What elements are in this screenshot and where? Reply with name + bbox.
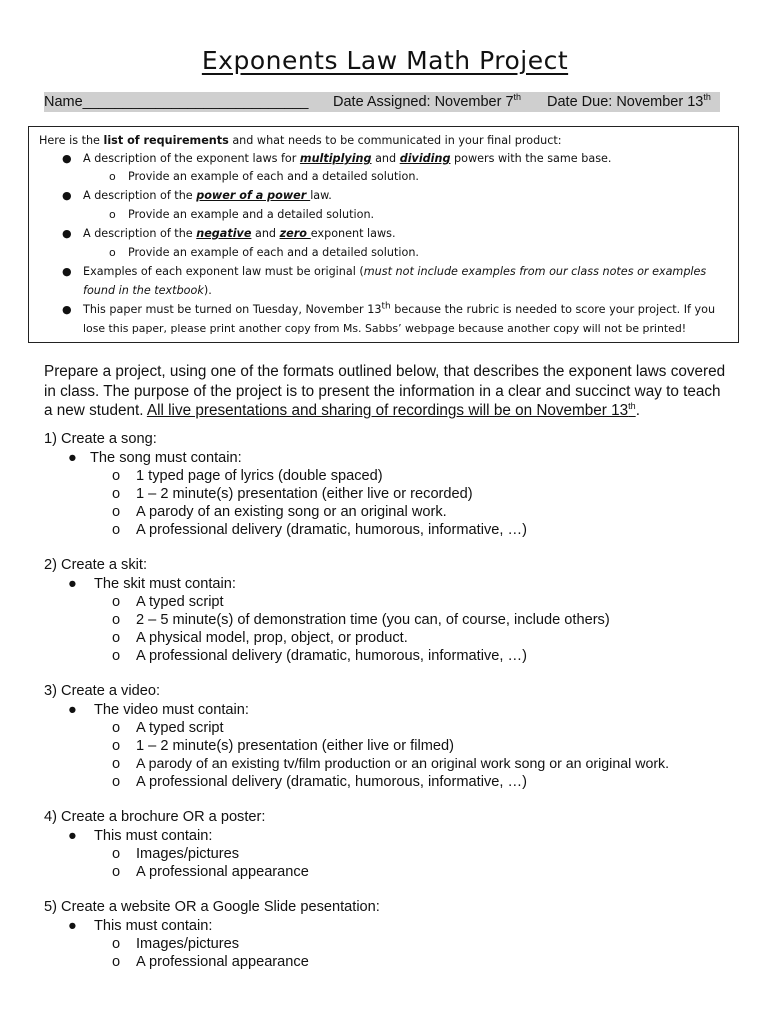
page-title: Exponents Law Math Project bbox=[201, 46, 569, 75]
date-assigned: Date Assigned: November 7th bbox=[333, 92, 522, 110]
option-must: The song must contain: bbox=[90, 450, 242, 466]
bullet-icon: ● bbox=[68, 450, 77, 466]
requirement-item-cont: found in the textbook). bbox=[83, 284, 212, 297]
bullet-icon: ● bbox=[68, 576, 77, 592]
option-item: Images/pictures bbox=[136, 936, 240, 952]
sub-bullet-icon: o bbox=[112, 846, 121, 862]
option-item: 2 – 5 minute(s) of demonstration time (you can, of course, include others) bbox=[136, 612, 610, 628]
option-item: 1 – 2 minute(s) presentation (either live or filmed) bbox=[136, 738, 454, 754]
option-must: This must contain: bbox=[94, 828, 213, 844]
requirement-item: This paper must be turned on Tuesday, November 13th because the rubric is needed to score your project. If you bbox=[83, 301, 716, 316]
bullet-icon: ● bbox=[68, 828, 77, 844]
requirements-box bbox=[28, 126, 739, 343]
option-item: A typed script bbox=[136, 720, 224, 736]
option-item: 1 – 2 minute(s) presentation (either live or recorded) bbox=[136, 486, 473, 502]
requirement-item: A description of the power of a power law. bbox=[83, 189, 332, 202]
sub-bullet-icon: o bbox=[109, 208, 116, 221]
sub-bullet-icon: o bbox=[112, 522, 121, 538]
bullet-icon: ● bbox=[62, 303, 72, 316]
bullet-icon: ● bbox=[68, 918, 77, 934]
bullet-icon: ● bbox=[62, 265, 72, 278]
date-due: Date Due: November 13th bbox=[547, 92, 711, 110]
sub-bullet-icon: o bbox=[109, 170, 116, 183]
sub-bullet-icon: o bbox=[112, 630, 121, 646]
bullet-icon: ● bbox=[62, 227, 72, 240]
option-heading: 2) Create a skit: bbox=[44, 557, 148, 573]
intro-line: a new student. All live presentations and sharing of recordings will be on November 13th. bbox=[44, 400, 640, 419]
option-item: A professional delivery (dramatic, humorous, informative, …) bbox=[136, 522, 527, 538]
option-item: A professional appearance bbox=[136, 954, 309, 970]
option-item: A typed script bbox=[136, 594, 224, 610]
option-item: A physical model, prop, object, or product. bbox=[136, 630, 408, 646]
sub-bullet-icon: o bbox=[112, 864, 121, 880]
sub-bullet-icon: o bbox=[112, 954, 121, 970]
sub-bullet-icon: o bbox=[112, 936, 121, 952]
intro-line: Prepare a project, using one of the formats outlined below, that describes the exponent laws covered bbox=[44, 363, 726, 380]
option-heading: 4) Create a brochure OR a poster: bbox=[44, 809, 266, 825]
option-item: A parody of an existing song or an original work. bbox=[136, 504, 447, 520]
info-bar bbox=[44, 92, 720, 112]
option-item: A professional appearance bbox=[136, 864, 309, 880]
sub-bullet-icon: o bbox=[112, 648, 121, 664]
requirement-item: A description of the exponent laws for multiplying and dividing powers with the same base. bbox=[83, 152, 612, 165]
requirement-subitem: Provide an example and a detailed solution. bbox=[128, 208, 375, 221]
option-heading: 1) Create a song: bbox=[44, 431, 157, 447]
sub-bullet-icon: o bbox=[112, 738, 121, 754]
requirement-subitem: Provide an example of each and a detailed solution. bbox=[128, 246, 419, 259]
bullet-icon: ● bbox=[62, 189, 72, 202]
option-item: Images/pictures bbox=[136, 846, 240, 862]
option-heading: 3) Create a video: bbox=[44, 683, 161, 699]
sub-bullet-icon: o bbox=[112, 594, 121, 610]
option-must: This must contain: bbox=[94, 918, 213, 934]
name-field-label: Name____________________________ bbox=[44, 94, 309, 110]
intro-paragraph bbox=[44, 362, 734, 421]
intro-line: in class. The purpose of the project is to present the information in a clear and succinct way to teach bbox=[44, 382, 721, 400]
bullet-icon: ● bbox=[68, 702, 77, 718]
sub-bullet-icon: o bbox=[112, 486, 121, 502]
option-item: A parody of an existing tv/film production or an original work song or an original work. bbox=[136, 756, 670, 772]
bullet-icon: ● bbox=[62, 152, 72, 165]
requirement-subitem: Provide an example of each and a detailed solution. bbox=[128, 170, 419, 183]
option-heading: 5) Create a website OR a Google Slide pesentation: bbox=[44, 899, 380, 915]
sub-bullet-icon: o bbox=[112, 504, 121, 520]
sub-bullet-icon: o bbox=[112, 720, 121, 736]
requirement-item-cont: lose this paper, please print another copy from Ms. Sabbs’ webpage because another copy will not be printed! bbox=[83, 322, 687, 335]
sub-bullet-icon: o bbox=[112, 756, 121, 772]
sub-bullet-icon: o bbox=[109, 246, 116, 259]
requirement-item: Examples of each exponent law must be original (must not include examples from our class notes or examples bbox=[83, 265, 707, 278]
requirements-intro: Here is the list of requirements and what needs to be communicated in your final product: bbox=[39, 134, 562, 147]
option-must: The video must contain: bbox=[94, 702, 249, 718]
requirement-item: A description of the negative and zero exponent laws. bbox=[83, 227, 396, 240]
option-item: A professional delivery (dramatic, humorous, informative, …) bbox=[136, 648, 527, 664]
option-item: 1 typed page of lyrics (double spaced) bbox=[136, 468, 383, 484]
sub-bullet-icon: o bbox=[112, 612, 121, 628]
sub-bullet-icon: o bbox=[112, 468, 121, 484]
option-item: A professional delivery (dramatic, humorous, informative, …) bbox=[136, 774, 527, 790]
sub-bullet-icon: o bbox=[112, 774, 121, 790]
option-must: The skit must contain: bbox=[94, 576, 236, 592]
